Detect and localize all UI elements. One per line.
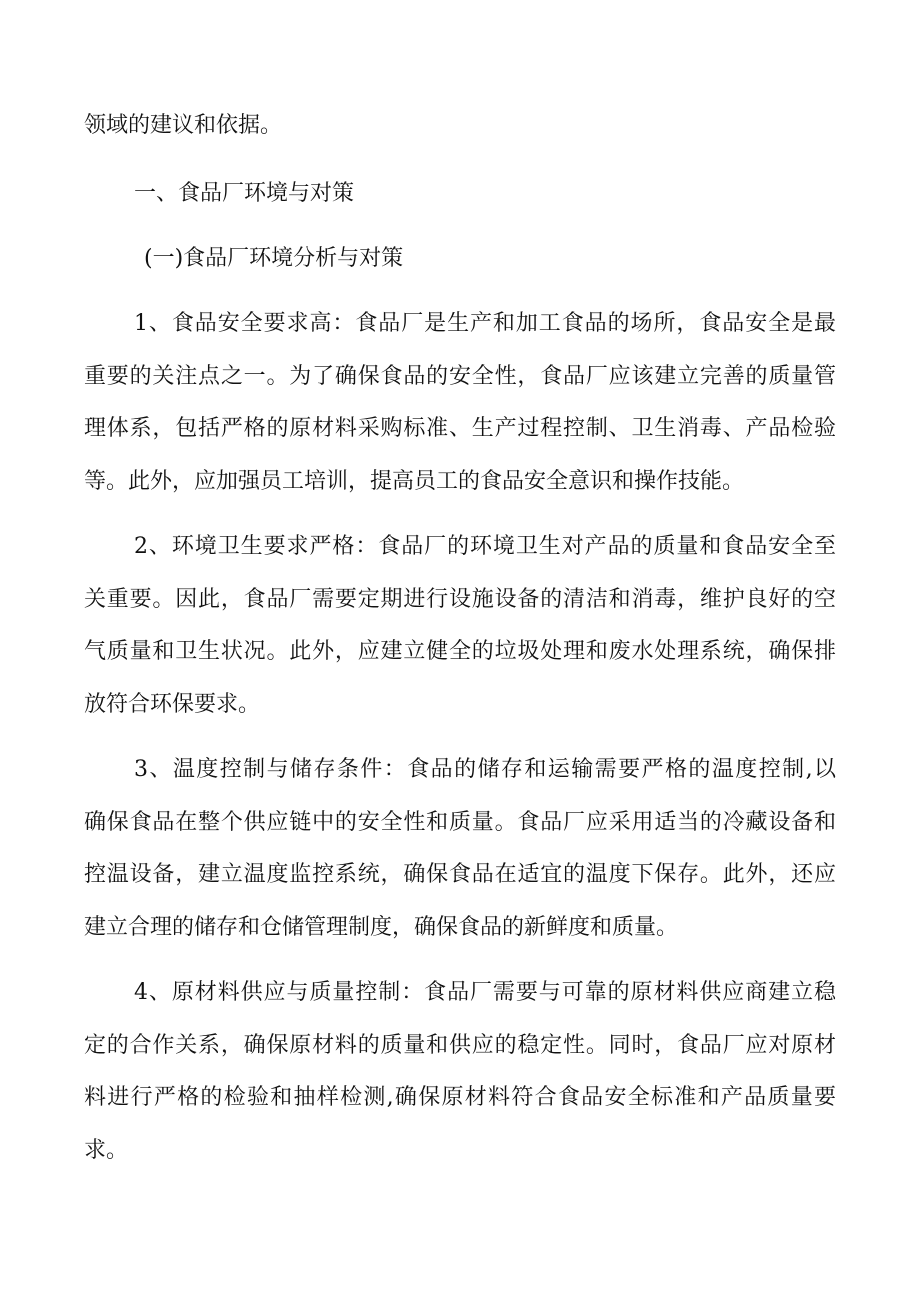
line-text: 关重要。因此，食品厂需要定期进行设施设备的清洁和消毒，维护良好的空 xyxy=(84,587,836,612)
paragraph-line xyxy=(0,411,920,447)
fragment-text: 领域的建议和依据。 xyxy=(84,113,283,138)
paragraph-line xyxy=(0,464,920,500)
paragraph-line xyxy=(0,910,920,946)
subsection-heading xyxy=(0,241,920,277)
line-text: 2、环境卫生要求严格：食品厂的环境卫生对产品的质量和食品安全至 xyxy=(134,534,836,559)
line-text: 确保食品在整个供应链中的安全性和质量。食品厂应采用适当的冷藏设备和 xyxy=(84,810,836,835)
line-text: 放符合环保要求。 xyxy=(84,692,261,717)
line-text: 3、温度控制与储存条件：食品的储存和运输需要严格的温度控制,以 xyxy=(134,757,836,782)
section-heading xyxy=(0,176,920,212)
paragraph-line xyxy=(0,1028,920,1064)
paragraph-line xyxy=(0,359,920,395)
line-text: 重要的关注点之一。为了确保食品的安全性，食品厂应该建立完善的质量管 xyxy=(84,364,836,389)
line-text: 建立合理的储存和仓储管理制度，确保食品的新鲜度和质量。 xyxy=(84,915,679,940)
paragraph-line xyxy=(0,634,920,670)
line-text: 控温设备，建立温度监控系统，确保食品在适宜的温度下保存。此外，还应 xyxy=(84,862,836,887)
paragraph-line xyxy=(0,529,920,565)
paragraph-line xyxy=(0,687,920,723)
line-text: 气质量和卫生状况。此外，应建立健全的垃圾处理和废水处理系统，确保排 xyxy=(84,639,836,664)
paragraph-line xyxy=(0,805,920,841)
heading-text: 一、食品厂环境与对策 xyxy=(134,181,355,206)
paragraph-line xyxy=(0,975,920,1011)
line-text: 4、原材料供应与质量控制：食品厂需要与可靠的原材料供应商建立稳 xyxy=(134,980,836,1005)
paragraph-line xyxy=(0,752,920,788)
paragraph-fragment xyxy=(0,108,920,144)
line-text: 1、食品安全要求高：食品厂是生产和加工食品的场所，食品安全是最 xyxy=(134,311,836,336)
line-text: 等。此外，应加强员工培训，提高员工的食品安全意识和操作技能。 xyxy=(84,469,745,494)
paragraph-line xyxy=(0,306,920,342)
line-text: 理体系，包括严格的原材料采购标准、生产过程控制、卫生消毒、产品检验 xyxy=(84,416,836,441)
line-text: 定的合作关系，确保原材料的质量和供应的稳定性。同时，食品厂应对原材 xyxy=(84,1033,836,1058)
paragraph-line xyxy=(0,1133,920,1169)
paragraph-line xyxy=(0,1080,920,1116)
subheading-text: (一)食品厂环境分析与对策 xyxy=(144,246,404,271)
line-text: 求。 xyxy=(84,1138,129,1163)
paragraph-line xyxy=(0,857,920,893)
line-text: 料进行严格的检验和抽样检测,确保原材料符合食品安全标准和产品质量要 xyxy=(84,1085,836,1110)
paragraph-line xyxy=(0,582,920,618)
